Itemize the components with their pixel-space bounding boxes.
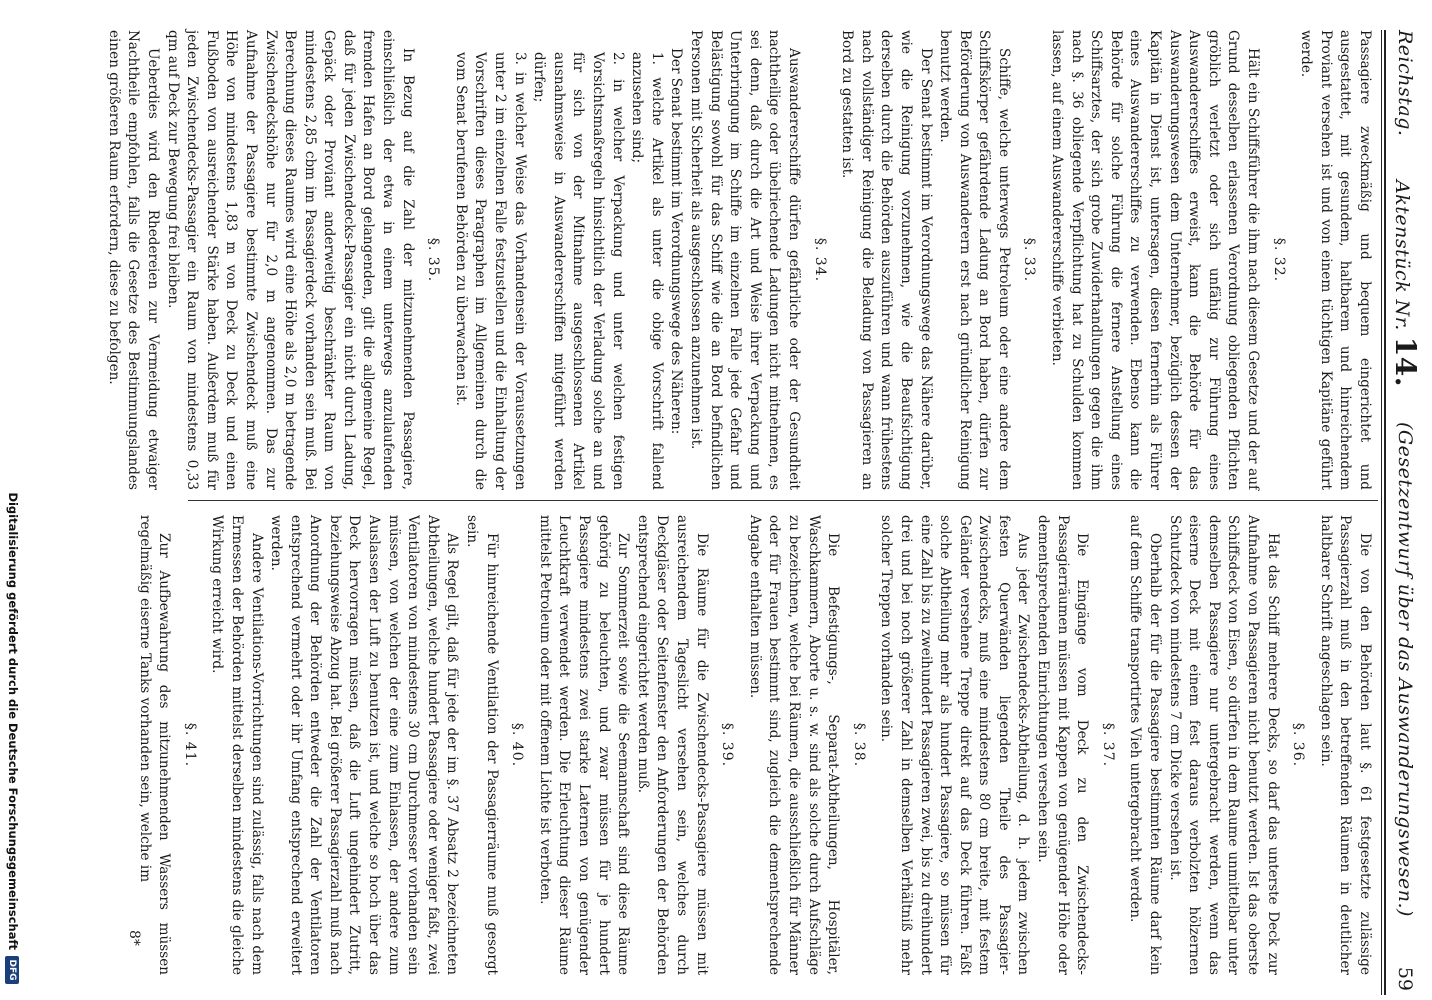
paragraph: Zur Sommerzeit sowie die Seemannschaft sind diese Räume gehörig zu beleuchten, und zwar müssen für je hundert Passagiere mindestens zwei starke Laternen von genügender Leuchtkraft verwendet werden. Die Erleuchtung dieser Räume mittelst Petroleum oder mit offenem Lichte ist verboten. [536, 515, 632, 975]
left-column [103, 30, 1374, 490]
list-item: 3. in welcher Weise das Vorhandensein der Voraussetzungen unter 2 im einzelnen Falle festzustellen und die Einhaltung der Vorschriften dieses Paragraphen im Allgemeinen durch die vom Senat berufenen Behörden zu überwachen ist. [452, 52, 528, 490]
paragraph: Hält ein Schiffsführer die ihm nach diesem Gesetze und der auf Grund desselben erlassenen Verordnung obliegenden Pflichten gröblich verletzt oder sich unfähig zur Führung eines Auswandererschiffes erweist, kann die Behörde für das Auswanderungswesen dem Unternehmer, bezüglich dessen der Kapitän in Dienst ist, untersagen, diesen fernerhin als Führer eines Auswandererschiffes zu verwenden. Ebenso kann die Behörde für solche Führung die fernere Anstellung eines Schiffsarztes, der sich grobe Zuwiderhandlungen gegen die ihm nach §. 36 obliegende Verpflichtung hat zu Schulden kommen lassen, auf einem Auswandererschiffe verbieten. [1049, 30, 1262, 490]
section-heading: §. 41. [181, 722, 198, 768]
header-rule [1384, 30, 1386, 995]
paragraph: Zur Aufbewahrung des mitzunehmenden Wassers müssen regelmäßig eiserne Tanks vorhanden sein, welche im [136, 515, 173, 975]
running-header [1386, 30, 1424, 995]
header-document-title: (Gesetzentwurf über das Auswanderungswesen.) [1394, 422, 1416, 917]
paragraph: Der Senat bestimmt im Verordnungswege das Nähere darüber, wie die Reinigung vorzunehmen, wie die Beaufsichtigung derselben durch die Behörden auszuführen und wann frühestens nach vollständiger Reinigung die Beladung von Passagieren an Bord zu gestatten ist. [839, 30, 934, 490]
paragraph: Die Räume für die Zwischendecks-Passagiere müssen mit ausreichendem Tageslicht versehen sein, welches durch Deckgläser oder Seitenfenster den Anforderungen der Behörden entsprechend eingerichtet werden muß. [634, 515, 710, 975]
paragraph: Ueberdies wird den Rhedereien zur Vermeidung etwaiger Nachtheile empfohlen, falls die Gesetze des Bestimmungslandes einen größeren Raum erfordern, diese zu befolgen. [105, 30, 161, 490]
header-rule-thin [1381, 30, 1382, 995]
header-chamber: Reichstag. [1394, 30, 1416, 137]
dfg-logo: DFG [5, 956, 19, 984]
right-column [134, 515, 1374, 975]
list-item: 2. in welcher Verpackung und unter welchen festigen Vorsichtsmaßregeln hinsichtlich der Verladung solche an und für sich von der Mitnahme ausgeschlossenen Artikel ausnahmsweise in Auswandererschiffen mitgeführt werden dürfen; [531, 52, 626, 490]
paragraph: Aus jeder Zwischendecks-Abtheilung, d. h. jedem zwischen festen Querwänden liegenden Theile des Passagier-Zwischendecks, muß eine mindestens 80 cm breite, mit festem Geländer versehene Treppe direkt auf das Deck führen. Faßt solche Abtheilung mehr als hundert Passagiere, so müssen für eine Zahl bis zu zweihundert Passagieren zwei, bis zu dreihundert drei und bei noch größerer Zahl in demselben Verhältniß mehr solcher Treppen vorhanden sein. [878, 515, 1032, 975]
section-heading: §. 33. [1021, 237, 1038, 283]
section-heading: §. 37. [1099, 722, 1116, 768]
signature-mark: 8* [126, 930, 142, 946]
section-heading: §. 34. [811, 237, 828, 283]
paragraph: Hat das Schiff mehrere Decks, so darf das unterste Deck zur Aufnahme von Passagieren nicht benutzt werden. Ist das oberste Schiffsdeck von Eisen, so dürfen in dem Raume unmittelbar unter demselben Passagiere nur untergebracht werden, wenn das eiserne Deck mit einem fest daraus verbolzten hölzernen Schutzdeck von mindestens 7 cm Dicke versehen ist. [1166, 515, 1281, 975]
paragraph: Die Eingänge vom Deck zu den Zwischendecks-Passagierräumen müssen mit Kappen von genügender Höhe oder dementsprechenden Einrichtungen versehen sein. [1035, 515, 1091, 975]
digitization-footer [2, 10, 20, 990]
paragraph: Der Senat bestimmt im Verordnungswege des Näheren: [668, 48, 685, 435]
paragraph: Passagiere zweckmäßig und bequem eingerichtet und ausgestattet, mit gesundem, haltbarem und hinreichendem Proviant versehen ist und von einem tüchtigen Kapitäne geführt werde. [1298, 30, 1373, 490]
section-title: Für hinreichende Ventilation der Passagierräume muß gesorgt sein. [464, 515, 500, 975]
paragraph: Auswandererschiffe dürfen gefährliche oder der Gesundheit nachtheilige oder übelriechende Ladungen nicht mitnehmen, es sei denn, daß durch die Art und Weise ihrer Verpackung und Unterbringung im Schiffe im einzelnen Falle jede Gefahr und Belästigung sowohl für das Schiff wie die an Bord befindlichen Personen mit Sicherheit als ausgeschlossen anzunehmen ist. [688, 30, 802, 490]
section-heading: §. 38. [850, 722, 867, 768]
footer-credit: Digitalisierung gefördert durch die Deutsche Forschungsgemeinschaft [6, 492, 20, 950]
list-item: 1. welche Artikel als unter die obige Vorschrift fallend anzusehen sind; [629, 52, 665, 490]
section-heading: §. 36. [1290, 722, 1307, 768]
paragraph: Die von den Behörden laut §. 61 festgesetzte zulässige Passagierzahl muß in den betreffenden Räumen in deutlicher haltbarer Schrift angeschlagen sein. [1317, 515, 1373, 975]
paragraph: Die Befestigungs-, Separat-Abtheilungen, Hospitäler, Waschkammern, Aborte u. s. w. sind als solche durch Aufschläge zu bezeichnen, welche bei Räumen, die ausschließlich für Männer oder für Frauen bestimmt sind, zugleich die dementsprechende Angabe enthalten müssen. [746, 515, 842, 975]
column-divider [188, 500, 1378, 501]
page-number: 59 [1394, 966, 1416, 991]
paragraph: In Bezug auf die Zahl der mitzunehmenden Passagiere, einschließlich der etwa in einem unterwegs anzulaufenden fremden Hafen an Bord gelangenden, gilt die allgemeine Regel, daß für jeden Zwischendecks-Passagier ein nicht durch Ladung, Gepäck oder Proviant anderweitig beschränkter Raum von mindestens 2,85 cbm im Passagierdeck vorhanden sein muß. Bei Berechnung dieses Raumes wird eine Höhe als 2,0 m betragende Zwischendeckshöhe nur für 2,0 m angenommen. Das zur Aufnahme der Passagiere bestimmte Zwischendeck muß eine Höhe von mindestens 1,83 m von Deck zu Deck und einen Fußboden von ausreichender Stärke haben. Außerdem muß für jeden Zwischendecks-Passagier ein Raum von mindestens 0,33 qm auf Deck zur Bewegung frei bleiben. [164, 30, 416, 490]
section-heading: §. 35. [425, 237, 442, 283]
section-heading: §. 39. [719, 722, 736, 768]
paragraph: Oberhalb der für die Passagiere bestimmten Räume darf kein auf dem Schiffe transportirtes Vieh untergebracht werden. [1127, 515, 1164, 975]
paragraph: Als Regel gilt, daß für jede der im §. 37 Absatz 2 bezeichneten Abtheilungen, welche hundert Passagiere oder weniger faßt, zwei Ventilatoren von mindestens 30 cm Durchmesser vorhanden sein müssen, von welchen der eine zum Einlassen, der andere zum Auslassen der Luft zu benutzen ist, und welche so hoch über das Deck hervorragen müssen, daß die Luft ungehindert Zutritt, beziehungsweise Abzug hat. Bei größerer Passagierzahl muß nach Anordnung der Behörden entweder die Zahl der Ventilatoren entsprechend vermehrt oder ihr Umfang entsprechend erweitert werden. [268, 515, 461, 975]
header-label-text: Aktenstück Nr. [1391, 180, 1413, 331]
header-document-label [1389, 180, 1422, 387]
header-document-number: 14. [1389, 336, 1422, 388]
paragraph: Schiffe, welche unterwegs Petroleum oder eine andere dem Schiffskörper gefährdende Ladung an Bord haben, dürfen zur Beförderung von Auswanderern erst nach gründlicher Reinigung benutzt werden. [937, 30, 1012, 490]
section-heading: §. 40. [509, 722, 526, 768]
numbered-list [450, 30, 666, 490]
section-heading: §. 32. [1270, 237, 1287, 283]
paragraph: Andere Ventilations-Vorrichtungen sind zulässig, falls nach dem Ermessen der Behörden mittelst derselben mindestens die gleiche Wirkung erreicht wird. [209, 515, 265, 975]
